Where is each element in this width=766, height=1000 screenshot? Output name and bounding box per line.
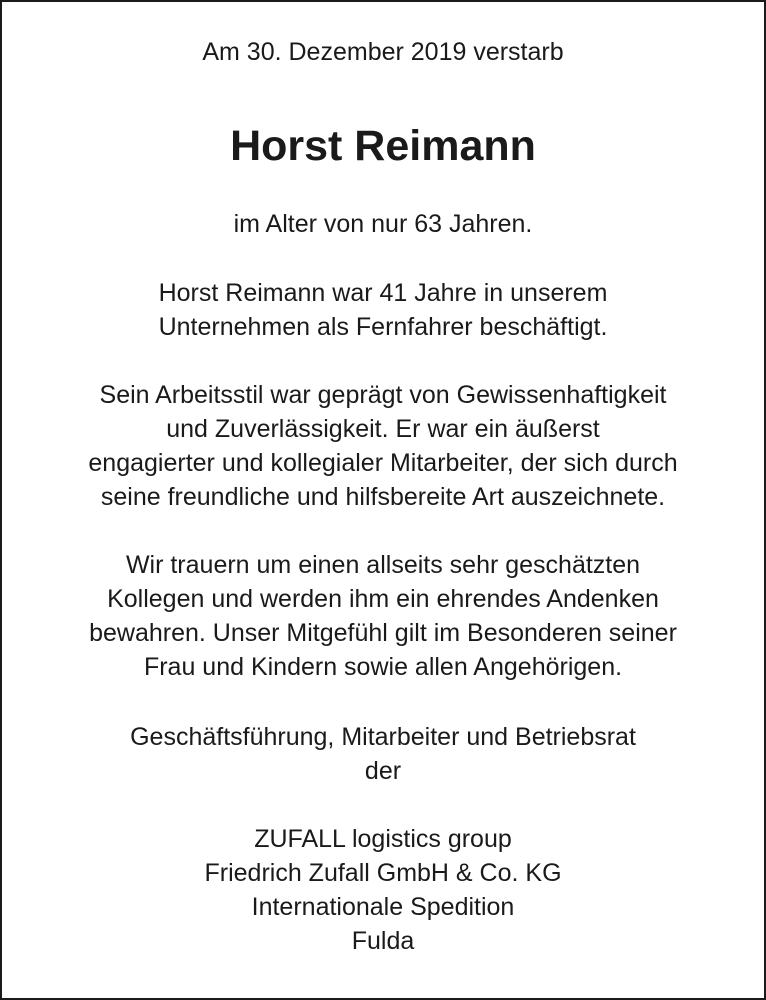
paragraph-3-line: Frau und Kindern sowie allen Angehörigen. [143,653,623,681]
intro-line: Am 30. Dezember 2019 verstarb [202,38,564,66]
paragraph-3-line: Wir trauern um einen allseits sehr geschätzten [125,551,641,579]
paragraph-2-line: Sein Arbeitsstil war geprägt von Gewissenhaftigkeit [99,381,667,409]
deceased-name: Horst Reimann [230,122,536,170]
signature-line: Geschäftsführung, Mitarbeiter und Betriebsrat [130,723,636,751]
company-line: ZUFALL logistics group [254,825,512,853]
paragraph-1-line: Horst Reimann war 41 Jahre in unserem [158,279,608,307]
age-line: im Alter von nur 63 Jahren. [233,210,533,238]
paragraph-2-line: und Zuverlässigkeit. Er war ein äußerst [166,415,600,443]
paragraph-2-line: seine freundliche und hilfsbereite Art auszeichnete. [100,483,666,511]
paragraph-1-line: Unternehmen als Fernfahrer beschäftigt. [158,313,608,341]
company-line: Friedrich Zufall GmbH & Co. KG [204,859,562,887]
paragraph-3-line: bewahren. Unser Mitgefühl gilt im Besonderen seiner [89,619,677,647]
signature-line: der [364,757,402,785]
paragraph-3-line: Kollegen und werden ihm ein ehrendes Andenken [107,585,659,613]
company-line: Internationale Spedition [251,893,515,921]
company-line: Fulda [351,927,415,955]
paragraph-2-line: engagierter und kollegialer Mitarbeiter, der sich durch [88,449,678,477]
